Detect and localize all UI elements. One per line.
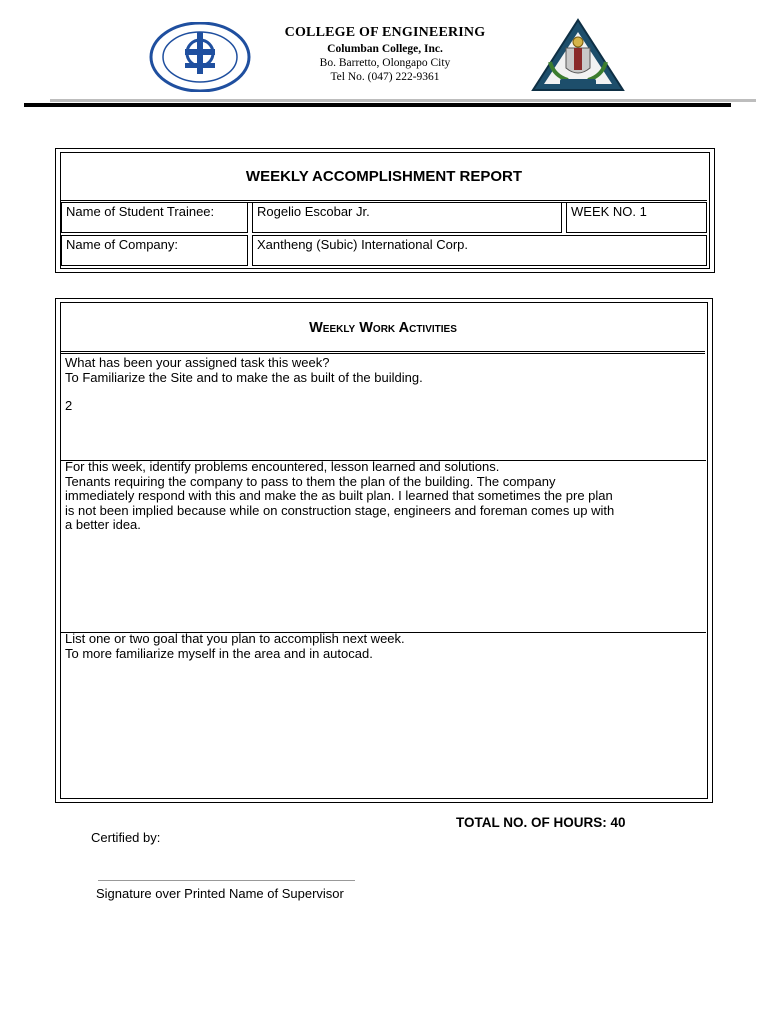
trainee-value-cell: Rogelio Escobar Jr.	[252, 202, 562, 233]
company-label-cell: Name of Company:	[61, 235, 248, 266]
header-block	[250, 24, 520, 84]
certified-by-label: Certified by:	[91, 830, 161, 845]
college-name: COLLEGE OF ENGINEERING	[284, 25, 486, 40]
section-goals	[65, 632, 705, 661]
school-phone: Tel No. (047) 222-9361	[330, 71, 440, 83]
answer-problems-line-1: Tenants requiring the company to pass to them the plan of the building. The company	[65, 473, 556, 489]
answer-problems-line-3: is not been implied because while on construction stage, engineers and foreman comes up with	[65, 502, 615, 518]
section-problems	[65, 460, 705, 533]
question-assigned-task: What has been your assigned task this week?	[65, 355, 330, 370]
company-value-cell: Xantheng (Subic) International Corp.	[252, 235, 707, 266]
signature-label: Signature over Printed Name of Supervisor	[96, 886, 344, 901]
activities-title: Weekly Work Activities	[61, 320, 705, 354]
week-number-cell: WEEK NO. 1	[566, 202, 707, 233]
school-address: Bo. Barretto, Olongapo City	[319, 57, 451, 69]
answer-assigned-task: To Familiarize the Site and to make the as built of the building.	[65, 369, 423, 385]
answer-problems-line-4: a better idea.	[65, 517, 141, 533]
question-goals: List one or two goal that you plan to accomplish next week.	[65, 631, 405, 646]
columban-college-seal	[149, 22, 251, 92]
header-rule	[24, 103, 731, 107]
answer-problems-line-2: immediately respond with this and make the as built plan. I learned that sometimes the pre plan	[65, 488, 613, 504]
report-title: WEEKLY ACCOMPLISHMENT REPORT	[61, 168, 707, 203]
engineering-logo	[530, 18, 626, 94]
header-shadow-rule	[50, 99, 756, 102]
trainee-label-cell: Name of Student Trainee:	[61, 202, 248, 233]
section-assigned-task	[65, 356, 705, 414]
signature-line	[98, 880, 355, 881]
answer-goals: To more familiarize myself in the area and in autocad.	[65, 645, 373, 661]
total-hours: TOTAL NO. OF HOURS: 40	[456, 815, 626, 830]
question-problems: For this week, identify problems encountered, lesson learned and solutions.	[65, 459, 500, 474]
school-name: Columban College, Inc.	[327, 43, 443, 55]
answer-assigned-task-extra: 2	[65, 398, 73, 414]
